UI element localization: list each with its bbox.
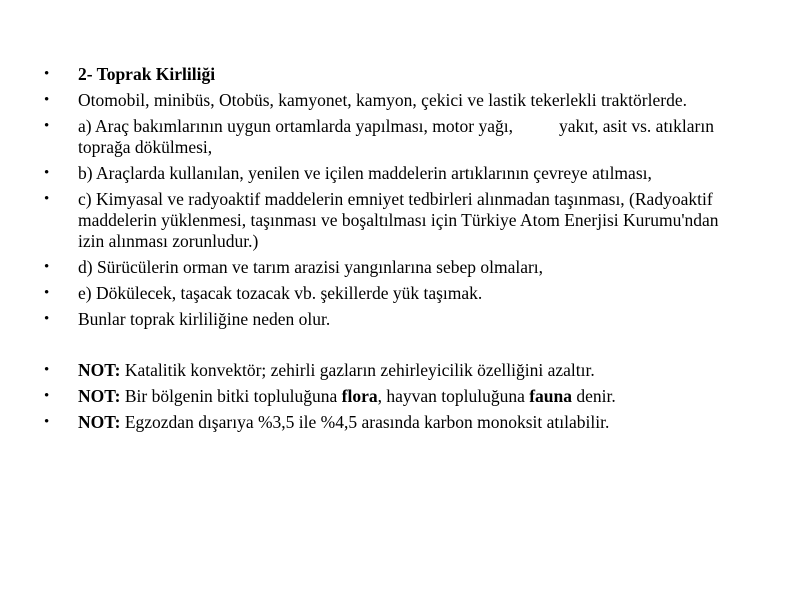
section-title: 2- Toprak Kirliliği — [78, 64, 216, 84]
note-label: NOT: — [78, 386, 121, 406]
note-text-2: , hayvan topluluğuna — [377, 386, 530, 406]
item-text-part-a: a) Araç bakımlarının uygun ortamlarda yapılması, motor yağı, — [78, 116, 513, 136]
list-item — [44, 116, 744, 158]
bullet-icon: • — [44, 311, 50, 327]
bullet-icon: • — [44, 362, 50, 378]
bullet-icon: • — [44, 388, 50, 404]
note-label: NOT: — [78, 360, 121, 380]
item-text: c) Kimyasal ve radyoaktif maddelerin emniyet tedbirleri alınmadan taşınması, (Radyoaktif maddelerin yüklenmesi, taşınması ve boşaltılması için Türkiye Atom Enerjisi Kurumu'ndan izin alınması zorunludur.) — [78, 189, 719, 251]
bullet-icon: • — [44, 285, 50, 301]
bullet-list — [44, 64, 744, 438]
note-item — [44, 386, 744, 407]
list-item — [44, 163, 744, 184]
list-item — [44, 90, 744, 111]
note-term-fauna: fauna — [529, 386, 573, 406]
note-text: Katalitik konvektör; zehirli gazların zehirleyicilik özelliğini azaltır. — [120, 360, 595, 380]
list-item — [44, 309, 744, 330]
note-item — [44, 412, 744, 433]
item-text: d) Sürücülerin orman ve tarım arazisi yangınlarına sebep olmaları, — [78, 257, 544, 277]
item-text: e) Dökülecek, taşacak tozacak vb. şekillerde yük taşımak. — [78, 283, 483, 303]
bullet-icon: • — [44, 66, 50, 82]
bullet-icon: • — [44, 92, 50, 108]
item-text: b) Araçlarda kullanılan, yenilen ve içilen maddelerin artıklarının çevreye atılması, — [78, 163, 652, 183]
note-text-1: Bir bölgenin bitki topluluğuna — [120, 386, 342, 406]
list-item — [44, 283, 744, 304]
note-item — [44, 360, 744, 381]
bullet-icon: • — [44, 165, 50, 181]
list-item — [44, 257, 744, 278]
bullet-icon: • — [44, 414, 50, 430]
bullet-icon: • — [44, 191, 50, 207]
note-text: Egzozdan dışarıya %3,5 ile %4,5 arasında karbon monoksit atılabilir. — [120, 412, 610, 432]
bullet-icon: • — [44, 118, 50, 134]
list-item-title — [44, 64, 744, 85]
item-text: Bunlar toprak kirliliğine neden olur. — [78, 309, 331, 329]
note-term-flora: flora — [341, 386, 378, 406]
note-text-3: denir. — [572, 386, 616, 406]
item-text-part-b: yakıt, asit vs. atıkların toprağa dökülmesi, — [78, 116, 714, 157]
bullet-icon: • — [44, 259, 50, 275]
note-label: NOT: — [78, 412, 121, 432]
item-text: Otomobil, minibüs, Otobüs, kamyonet, kamyon, çekici ve lastik tekerlekli traktörlerde. — [78, 90, 687, 110]
list-item — [44, 189, 744, 252]
